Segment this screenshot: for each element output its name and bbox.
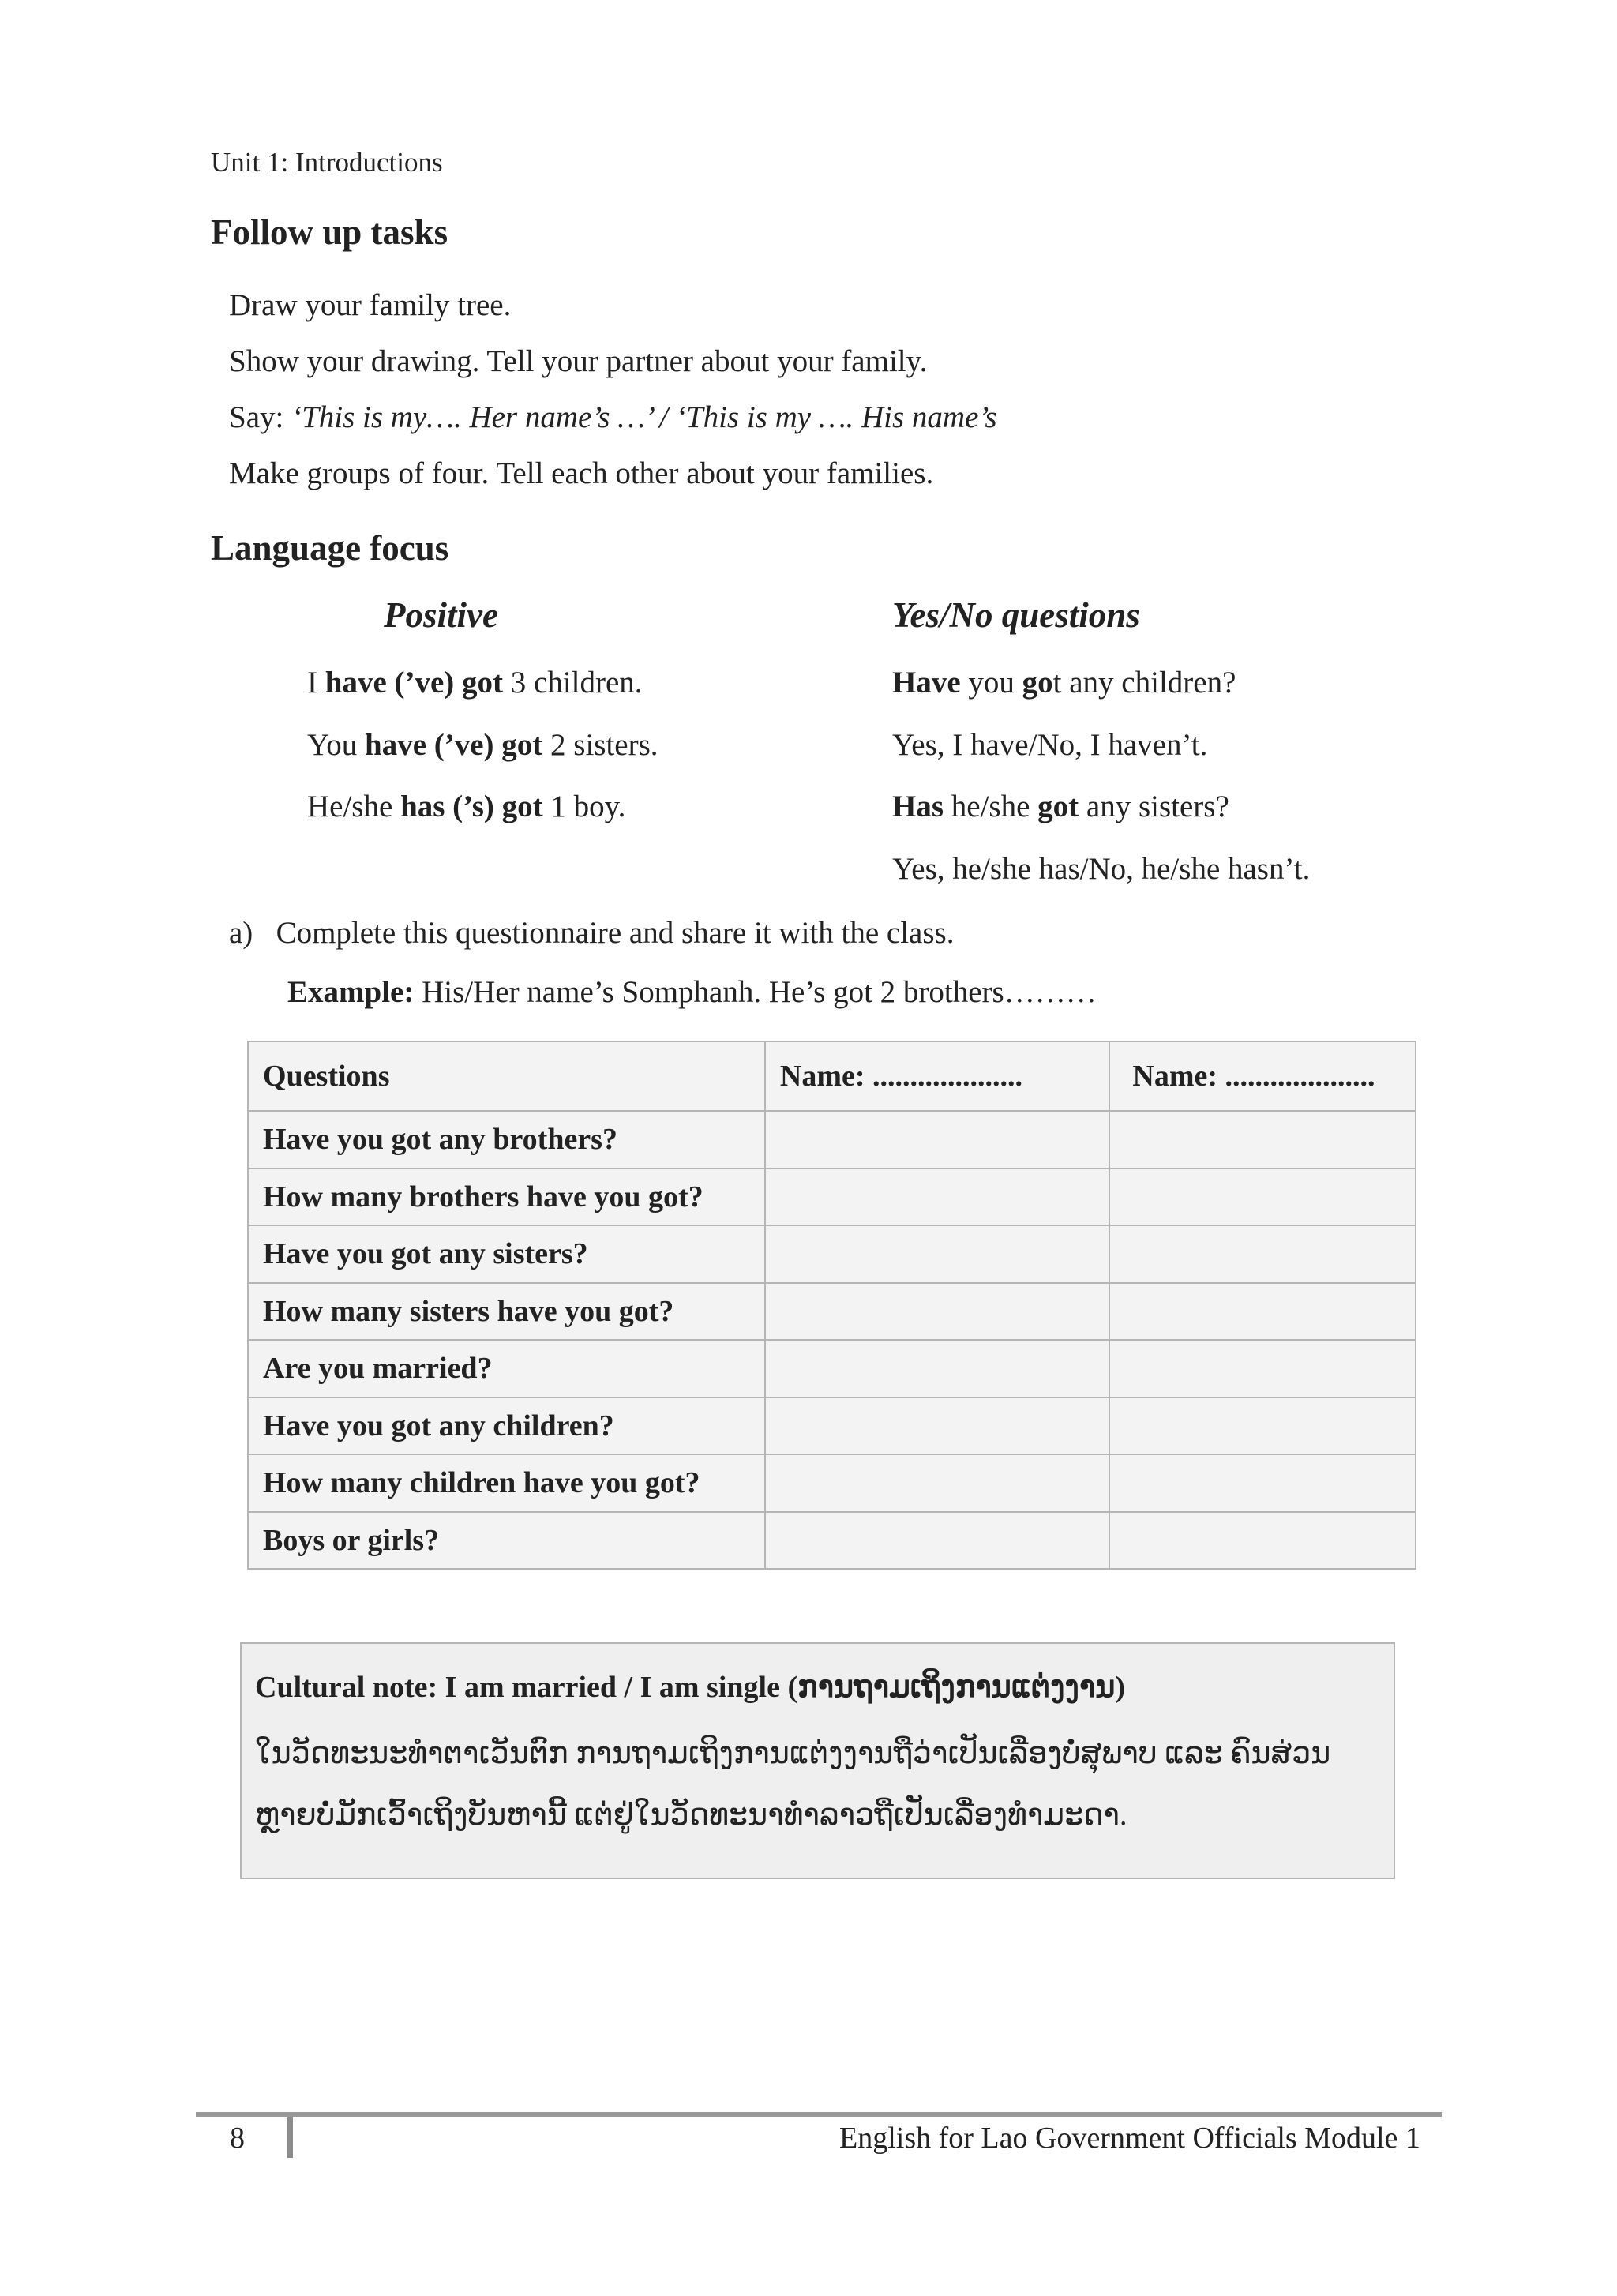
question-cell: How many sisters have you got? bbox=[248, 1283, 765, 1341]
answer-cell-1[interactable] bbox=[765, 1111, 1109, 1169]
follow-up-say-line bbox=[229, 400, 997, 435]
q1-text-1: you bbox=[960, 666, 1022, 700]
answer-cell-1[interactable] bbox=[765, 1454, 1109, 1512]
header-questions: Questions bbox=[248, 1041, 765, 1111]
positive-3-bold: has (’s) got bbox=[400, 790, 543, 823]
question-example-2 bbox=[892, 789, 1229, 824]
header-name-2: Name: .................... bbox=[1109, 1041, 1416, 1111]
q2-bold-2: got bbox=[1037, 790, 1079, 823]
question-cell: How many children have you got? bbox=[248, 1454, 765, 1512]
footer-title: English for Lao Government Officials Module 1 bbox=[839, 2122, 1420, 2155]
positive-2-bold: have (’ve) got bbox=[365, 728, 543, 762]
answer-cell-2[interactable] bbox=[1109, 1225, 1416, 1283]
answer-cell-1[interactable] bbox=[765, 1512, 1109, 1570]
say-example: ‘This is my…. Her name’s …’ / ‘This is my …. His name’s bbox=[291, 400, 997, 434]
questions-heading: Yes/No questions bbox=[892, 595, 1140, 635]
task-a-instruction: Complete this questionnaire and share it with the class. bbox=[276, 916, 955, 950]
question-example-1 bbox=[892, 665, 1236, 700]
page-number: 8 bbox=[230, 2122, 245, 2155]
table-row bbox=[248, 1283, 1416, 1341]
answer-cell-2[interactable] bbox=[1109, 1454, 1416, 1512]
question-cell: Have you got any brothers? bbox=[248, 1111, 765, 1169]
table-row bbox=[248, 1169, 1416, 1226]
table-row bbox=[248, 1225, 1416, 1283]
answer-cell-1[interactable] bbox=[765, 1169, 1109, 1226]
question-cell: Have you got any children? bbox=[248, 1397, 765, 1455]
positive-2-pre: You bbox=[307, 728, 366, 762]
positive-heading: Positive bbox=[384, 595, 498, 635]
table-row bbox=[248, 1454, 1416, 1512]
positive-3-pre: He/she bbox=[307, 790, 401, 823]
table-row bbox=[248, 1397, 1416, 1455]
q2-bold-1: Has bbox=[892, 790, 944, 823]
q1-bold-1: Have bbox=[892, 666, 961, 700]
task-a-line bbox=[229, 915, 954, 951]
table-row bbox=[248, 1340, 1416, 1397]
positive-1-pre: I bbox=[307, 666, 325, 700]
answer-cell-1[interactable] bbox=[765, 1397, 1109, 1455]
answer-cell-2[interactable] bbox=[1109, 1340, 1416, 1397]
answer-example-2: Yes, he/she has/No, he/she hasn’t. bbox=[892, 852, 1311, 886]
footer-divider bbox=[287, 2117, 293, 2158]
example-text: His/Her name’s Somphanh. He’s got 2 brothers……… bbox=[414, 975, 1097, 1009]
q1-bold-2: go bbox=[1022, 666, 1053, 700]
question-cell: Have you got any sisters? bbox=[248, 1225, 765, 1283]
task-a-marker: a) bbox=[229, 916, 253, 950]
questionnaire-table bbox=[247, 1041, 1416, 1570]
question-cell: Boys or girls? bbox=[248, 1512, 765, 1570]
question-cell: Are you married? bbox=[248, 1340, 765, 1397]
q2-text-2: any sisters? bbox=[1079, 790, 1229, 823]
cultural-note-title: Cultural note: I am married / I am single (ການຖາມເຖິງການແຕ່ງງານ) bbox=[255, 1671, 1126, 1704]
answer-cell-2[interactable] bbox=[1109, 1111, 1416, 1169]
follow-up-line-2: Show your drawing. Tell your partner about your family. bbox=[229, 344, 928, 378]
cultural-note-body: ໃນວັດທະນະທຳຕາເວັນຕົກ ການຖາມເຖິງການແຕ່ງງານຖືວ່າເປັນເລື່ອງບໍ່ສຸພາບ ແລະ ຄົນສ່ວນຫຼາຍບໍ່ມັກເວົ້າເຖິງບັນຫານີ້ ແຕ່ຢູ່ໃນວັດທະນາທຳລາວຖືເປັນເລື່ອງທຳມະດາ. bbox=[255, 1737, 1331, 1832]
table-row bbox=[248, 1111, 1416, 1169]
positive-example-2 bbox=[307, 727, 658, 763]
follow-up-line-4: Make groups of four. Tell each other about your families. bbox=[229, 456, 934, 490]
task-a-example bbox=[287, 974, 1097, 1010]
footer-rule bbox=[196, 2112, 1442, 2117]
example-label: Example: bbox=[287, 975, 415, 1009]
header-name-1: Name: .................... bbox=[765, 1041, 1109, 1111]
language-focus-heading: Language focus bbox=[211, 528, 449, 568]
q2-text-1: he/she bbox=[944, 790, 1038, 823]
positive-example-1 bbox=[307, 665, 643, 700]
cultural-note-box bbox=[240, 1642, 1395, 1879]
say-prefix: Say: bbox=[229, 400, 292, 434]
table-header-row bbox=[248, 1041, 1416, 1111]
positive-1-post: 3 children. bbox=[503, 666, 643, 700]
follow-up-heading: Follow up tasks bbox=[211, 212, 448, 252]
question-cell: How many brothers have you got? bbox=[248, 1169, 765, 1226]
answer-cell-2[interactable] bbox=[1109, 1397, 1416, 1455]
positive-1-bold: have (’ve) got bbox=[325, 666, 504, 700]
table-row bbox=[248, 1512, 1416, 1570]
answer-cell-1[interactable] bbox=[765, 1225, 1109, 1283]
positive-example-3 bbox=[307, 789, 625, 824]
follow-up-line-1: Draw your family tree. bbox=[229, 288, 512, 322]
positive-2-post: 2 sisters. bbox=[542, 728, 658, 762]
q1-text-2: t any children? bbox=[1052, 666, 1236, 700]
answer-cell-2[interactable] bbox=[1109, 1512, 1416, 1570]
answer-example-1: Yes, I have/No, I haven’t. bbox=[892, 728, 1208, 762]
answer-cell-2[interactable] bbox=[1109, 1283, 1416, 1341]
answer-cell-1[interactable] bbox=[765, 1283, 1109, 1341]
answer-cell-1[interactable] bbox=[765, 1340, 1109, 1397]
positive-3-post: 1 boy. bbox=[542, 790, 626, 823]
unit-header: Unit 1: Introductions bbox=[211, 147, 443, 178]
answer-cell-2[interactable] bbox=[1109, 1169, 1416, 1226]
